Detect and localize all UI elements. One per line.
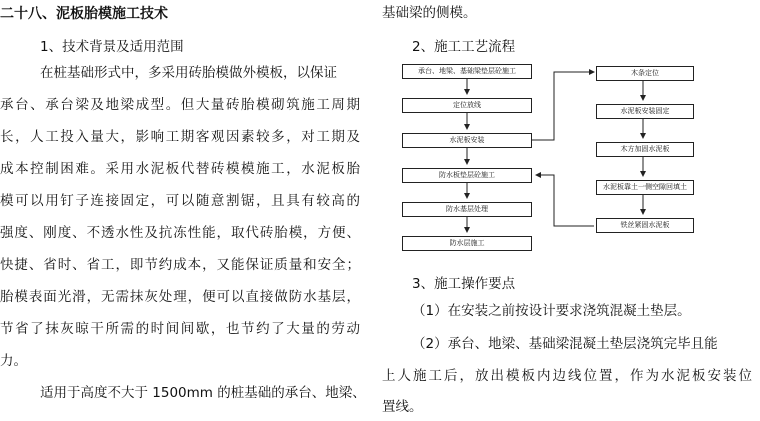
flow-step-box: 防水板垫层砼施工	[402, 168, 532, 183]
paragraph1-line: 快捷、省时、省工，即节约成本，又能保证质量和安全；	[0, 257, 360, 273]
document-title: 二十八、泥板胎模施工技术	[0, 6, 168, 22]
flow-step-box: 水泥板安装	[402, 133, 532, 148]
flow-step-box: 铁丝紧固水泥板	[596, 218, 694, 233]
paragraph1-line: 强度、刚度、不透水性及抗冻性能，取代砖胎模，方便、	[0, 225, 360, 241]
paragraph1-line: 在桩基础形式中，多采用砖胎模做外模板，以保证	[40, 65, 337, 81]
flow-step-box: 木方加固水泥板	[596, 142, 694, 157]
section2-heading: 2、施工工艺流程	[412, 39, 516, 55]
flowchart-connectors	[382, 54, 760, 264]
operation-point-2-line: 置线。	[382, 399, 423, 415]
flow-step-box: 木条定位	[596, 66, 694, 81]
continuation-text: 基础梁的侧模。	[382, 5, 477, 21]
section1-heading: 1、技术背景及适用范围	[40, 39, 184, 55]
flow-step-box: 水泥板安装固定	[596, 104, 694, 119]
paragraph1-line: 成本控制困难。采用水泥板代替砖模模施工，水泥板胎	[0, 161, 360, 177]
paragraph2-line: 适用于高度不大于 1500mm 的桩基础的承台、地梁、	[40, 385, 366, 401]
operation-point-2-line: 上人施工后，放出模板内边线位置，作为水泥板安装位	[382, 368, 752, 384]
paragraph1-line: 节省了抹灰晾干所需的时间间歇，也节约了大量的劳动	[0, 321, 360, 337]
paragraph1-line: 承台、承台梁及地梁成型。但大量砖胎模砌筑施工周期	[0, 97, 360, 113]
flow-step-box: 水泥板靠土一侧空隙回填土	[596, 180, 694, 195]
flow-step-box: 防水基层处理	[402, 202, 532, 217]
process-flowchart	[382, 54, 760, 264]
flow-step-box: 防水层施工	[402, 236, 532, 251]
paragraph1-line: 力。	[0, 353, 27, 369]
paragraph1-line: 模可以用钉子连接固定，可以随意割锯，且具有较高的	[0, 193, 360, 209]
operation-point-1: （1）在安装之前按设计要求浇筑混凝土垫层。	[412, 303, 691, 319]
paragraph1-line: 长，人工投入量大，影响工期客观因素较多，对工期及	[0, 129, 360, 145]
flow-step-box: 定位放线	[402, 98, 532, 113]
flow-step-box: 承台、地梁、基础梁垫层砼施工	[402, 64, 532, 79]
operation-point-2-line: （2）承台、地梁、基础梁混凝土垫层浇筑完毕且能	[412, 336, 718, 352]
section3-heading: 3、施工操作要点	[412, 276, 516, 292]
flow-return-arrow	[536, 175, 594, 226]
flow-branch-arrow	[532, 72, 594, 140]
paragraph1-line: 胎模表面光滑，无需抹灰处理，便可以直接做防水基层，	[0, 289, 360, 305]
